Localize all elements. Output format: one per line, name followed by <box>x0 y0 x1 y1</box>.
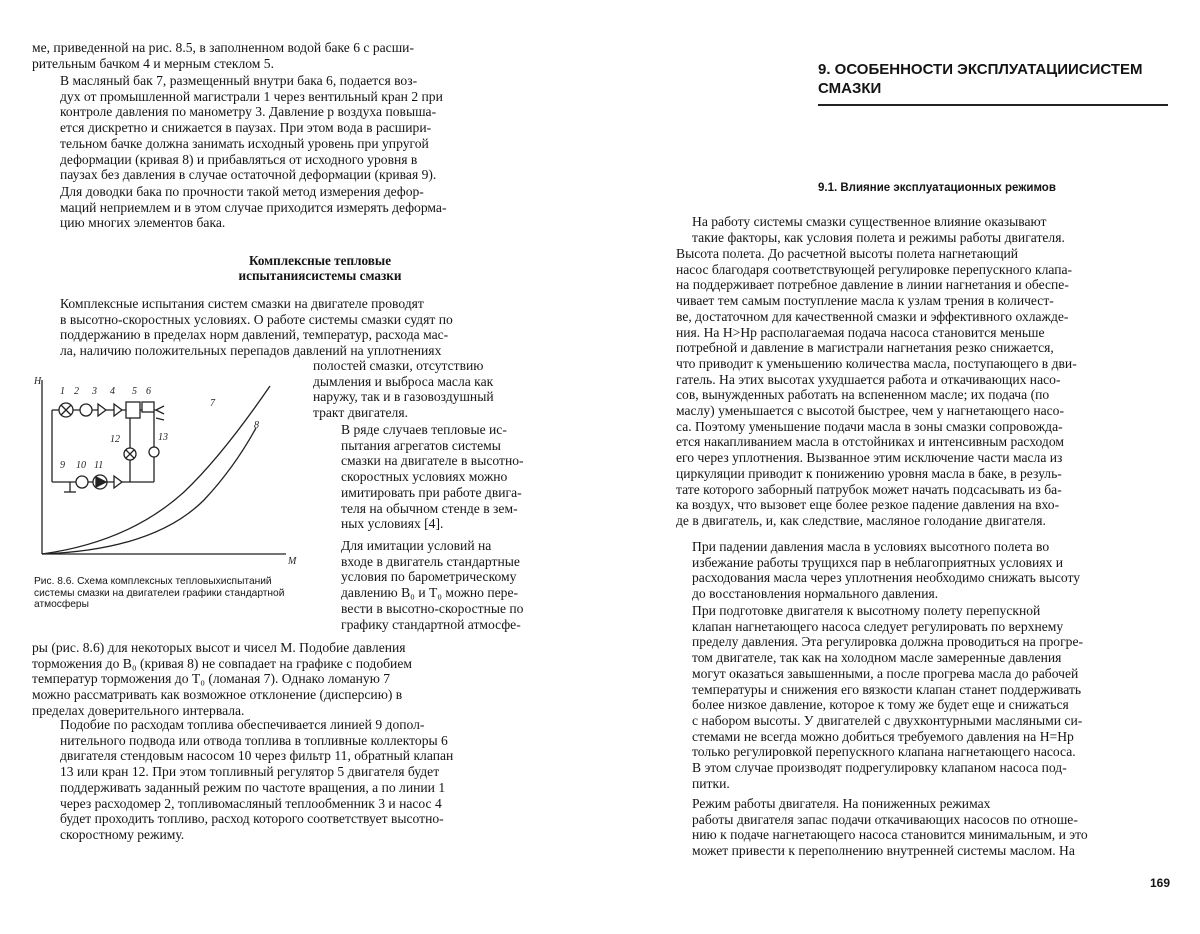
text-line: работы двигателя запас подачи откачивающих насосов по отноше- <box>692 811 1078 827</box>
text-line: на поддерживает потребное давление в линии нагнетания и обеспе- <box>676 277 1069 293</box>
text-line: пределах доверительного интервала. <box>32 702 245 718</box>
section-title-9-1: 9.1. Влияние эксплуатационных режимов <box>818 182 1056 194</box>
page-number: 169 <box>1150 876 1171 890</box>
text-line: его через уплотнения. Вызванное этим исключение части масла из <box>676 450 1063 466</box>
label-2: 2 <box>74 386 79 397</box>
text-line: маций неприемлем и в этом случае приходится измерять деформа- <box>60 199 447 215</box>
text-line: Высота полета. До расчетной высоты полета нагнетающий <box>676 246 1019 261</box>
text-line: питки. <box>692 775 730 791</box>
m-axis-label: М <box>288 556 297 567</box>
text-line: ется накапливанием масла в отстойниках и интенсивным расходом <box>676 434 1064 450</box>
text-line: поддерживать заданный режим по частоте вращения, а по линии 1 <box>60 779 446 795</box>
text-line: ры (рис. 8.6) для некоторых высот и чисел М. Подобие давления <box>32 640 406 655</box>
para-kompleks <box>32 296 545 359</box>
para-imitacii <box>313 538 545 632</box>
label-5: 5 <box>132 386 137 397</box>
text-line: Комплексные испытания систем смазки на двигателе проводят <box>60 296 424 311</box>
text-line: Комплексные тепловые испытания <box>238 253 392 283</box>
text-line: При падении давления масла в условиях высотного полета во <box>692 539 1050 554</box>
h-axis-label: Н <box>34 376 42 387</box>
text-line: пытания агрегатов системы <box>341 437 501 453</box>
label-3: 3 <box>92 386 97 397</box>
text-line: Подобие по расходам топлива обеспечивается линией 9 допол- <box>60 717 425 732</box>
para-podgotovke <box>666 603 1172 791</box>
para-vysota <box>666 246 1172 529</box>
text-line: вести в высотно-скоростные по <box>341 600 524 616</box>
text-line: входе в двигатель стандартные <box>341 553 520 569</box>
para-dovodki <box>32 184 545 231</box>
text-line: ния. На Н>Нр располагаемая подача насоса становится меньше <box>676 324 1045 340</box>
text-line: можно рассматривать как возможное отклонение (дисперсию) в <box>32 687 403 703</box>
text-line: Рис. 8.6. Схема комплексных тепловых <box>34 576 221 587</box>
text-line: расходования масла через уплотнения необходимо снижать высоту <box>692 570 1081 586</box>
label-11: 11 <box>94 460 104 471</box>
text-line: На работу системы смазки существенное влияние оказывают <box>692 214 1047 229</box>
text-line: ных условиях [4]. <box>341 516 444 532</box>
left-page <box>0 0 590 934</box>
chapter-rule <box>818 104 1168 106</box>
text-line: скоростных условиях можно <box>341 469 508 485</box>
text-line: наружу, так и в газовоздушный <box>313 389 494 405</box>
text-line: скоростному режиму. <box>60 826 185 842</box>
text-line: и графики стандартной атмосферы <box>34 587 285 610</box>
figure-caption <box>34 576 302 611</box>
text-line: В масляный бак 7, размещенный внутри бака 6, подается воз- <box>60 73 418 88</box>
text-line: цию многих элементов бака. <box>60 215 226 231</box>
text-line: только регулировкой перепускного клапана нагнетающего насоса. <box>692 744 1076 760</box>
text-line: дух от промышленной магистрали 1 через вентильный кран 2 при <box>60 88 443 104</box>
text-line: тате которого заборный патрубок может начать подсасывать из ба- <box>676 481 1062 497</box>
text-line: 9. ОСОБЕННОСТИ ЭКСПЛУАТАЦИИ <box>818 61 1079 78</box>
text-line: торможения до В₀ (кривая 8) не совпадает на графике с подобием <box>32 655 412 671</box>
text-line: деформации (кривая 8) и прибавляться от исходного уровня в <box>60 151 418 167</box>
text-line: ла, наличию положительных перепадов давлений на уплотнениях <box>60 343 442 359</box>
text-line: нительного подвода или отвода топлива в топливные коллекторы 6 <box>60 732 448 748</box>
text-line: полостей смазки, отсутствию <box>313 358 484 373</box>
text-line: В этом случае производят подрегулировку клапаном насоса под- <box>692 760 1067 776</box>
text-line: через расходомер 2, топливомасляный теплообменник 3 и насос 4 <box>60 795 442 811</box>
text-line: такие факторы, как условия полета и режимы работы двигателя. <box>692 229 1065 245</box>
text-line: Режим работы двигателя. На пониженных режимах <box>692 796 991 811</box>
text-line: в высотно-скоростных условиях. О работе системы смазки судят по <box>60 311 453 327</box>
text-line: ка воздух, что вызовет еще более резкое падение давления на вхо- <box>676 497 1060 513</box>
right-page <box>600 0 1200 934</box>
text-line: избежание работы трущихся пар в неблагоприятных условиях и <box>692 554 1064 570</box>
para-ry <box>32 640 545 719</box>
text-line: дымления и выброса масла как <box>313 373 494 389</box>
text-line: до восстановления нормального давления. <box>692 586 939 602</box>
text-line: более низкое давление, которое к тому же будет еще и снижаться <box>692 697 1069 713</box>
label-13: 13 <box>158 432 168 443</box>
text-line: де в двигатель, и, как следствие, масляное голодание двигателя. <box>676 512 1046 528</box>
text-line: паузах без давления в случае остаточной деформации (кривая 9). <box>60 167 437 183</box>
text-line: испытаний системы смазки на двигателе <box>34 576 272 599</box>
text-line: стемами не всегда можно добиться требуемого давления на Н=Нр <box>692 728 1074 744</box>
text-line: будет проходить топливо, расход которого соответствует высотно- <box>60 811 444 827</box>
text-line: ется дискретно и снижается в паузах. При этом вода в расшири- <box>60 120 432 136</box>
text-line: том двигателе, так как на холодном масле замеренные давления <box>692 650 1062 666</box>
text-line: Для доводки бака по прочности такой метод измерения дефор- <box>60 184 424 199</box>
label-9: 9 <box>60 460 65 471</box>
text-line: с набором высоты. У двигателей с двухконтурными масляными си- <box>692 712 1083 728</box>
label-8: 8 <box>254 420 259 431</box>
text-line: гатель. На этих высотах ухудшается работа и откачивающих насо- <box>676 371 1061 387</box>
text-line: двигателя стендовым насосом 10 через фильтр 11, обратный клапан <box>60 748 454 764</box>
text-line: теля на обычном стенде в зем- <box>341 500 518 516</box>
label-4: 4 <box>110 386 115 397</box>
text-line: ве, достаточном для качественной смазки и эффективного охлажде- <box>676 308 1069 324</box>
para-intro <box>32 40 545 71</box>
para-toplivo <box>32 717 545 843</box>
para-right-col <box>313 358 545 421</box>
text-line: В ряде случаев тепловые ис- <box>341 422 507 437</box>
text-line: СИСТЕМ СМАЗКИ <box>818 61 1143 97</box>
text-line: системы смазки <box>305 268 402 283</box>
label-7: 7 <box>210 398 215 409</box>
text-line: клапан нагнетающего насоса следует регулировать по верхнему <box>692 618 1064 634</box>
text-line: тельном бачке должна занимать исходный уровень при упругой <box>60 135 429 151</box>
text-line: са. Поэтому уменьшение подачи масла в зоны смазки сопровожда- <box>676 418 1063 434</box>
text-line: поддержанию в пределах норм давлений, температур, расхода мас- <box>60 327 449 343</box>
label-1: 1 <box>60 386 65 397</box>
text-line: 13 или кран 12. При этом топливный регулятор 5 двигателя будет <box>60 764 440 780</box>
text-line: графику стандартной атмосфе- <box>341 616 521 632</box>
para-padenii <box>666 539 1172 602</box>
text-line: нию к подаче нагнетающего насоса становится минимальным, и это <box>692 827 1088 843</box>
text-line: давлению В₀ и Т₀ можно пере- <box>341 585 519 601</box>
text-line: температуры и снижения его вязкости клапан станет поддерживать <box>692 681 1082 697</box>
section-title-kompleks <box>190 253 450 283</box>
label-12: 12 <box>110 434 120 445</box>
para-ryade <box>313 422 545 532</box>
text-line: температур торможения до Т₀ (ломаная 7). Однако ломаную 7 <box>32 671 391 687</box>
text-line: может привести к переполнению внутренней системы маслом. На <box>692 843 1075 859</box>
text-line: контроле давления по манометру 3. Давление р воздуха повыша- <box>60 104 437 120</box>
text-line: пределу давления. Эта регулировка должна проводиться на прогре- <box>692 634 1084 650</box>
text-line: тракт двигателя. <box>313 405 408 421</box>
chapter-title <box>818 60 1200 98</box>
text-line: потребной и давление в магистрали нагнетания резко снижается, <box>676 340 1054 356</box>
text-line: При подготовке двигателя к высотному полету перепускной <box>692 603 1041 618</box>
para-vliyanie <box>666 214 1172 245</box>
figure-8-6 <box>34 372 304 572</box>
text-line: циркуляции приводит к понижению уровня масла в баке, в резуль- <box>676 465 1062 481</box>
text-line: смазки на двигателе в высотно- <box>341 453 524 469</box>
text-line: Для имитации условий на <box>341 538 492 553</box>
text-line: что приводит к уменьшению количества масла, поступающего в дви- <box>676 355 1077 371</box>
text-line: маслу) уменьшается с высотой быстрее, чем у нагнетающего насо- <box>676 403 1065 419</box>
label-6: 6 <box>146 386 151 397</box>
para-rezhim <box>666 796 1172 859</box>
text-line: условия по барометрическому <box>341 569 517 585</box>
text-line: насос благодаря соответствующей регулировке перепускного клапа- <box>676 261 1073 277</box>
text-line: имитировать при работе двига- <box>341 484 522 500</box>
text-line: рительным бачком 4 и мерным стеклом 5. <box>32 55 274 71</box>
para-bak <box>32 73 545 183</box>
label-10: 10 <box>76 460 86 471</box>
text-line: чивает тем самым поступление масла к узлам трения в количест- <box>676 293 1054 309</box>
curve-8 <box>42 428 256 554</box>
text-line: сов, вынужденных работать на вспененном масле; их подача (по <box>676 387 1050 403</box>
text-line: могут оказаться завышенными, а после прогрева масла до рабочей <box>692 665 1079 681</box>
text-line: ме, приведенной на рис. 8.5, в заполненном водой баке 6 с расши- <box>32 40 414 55</box>
